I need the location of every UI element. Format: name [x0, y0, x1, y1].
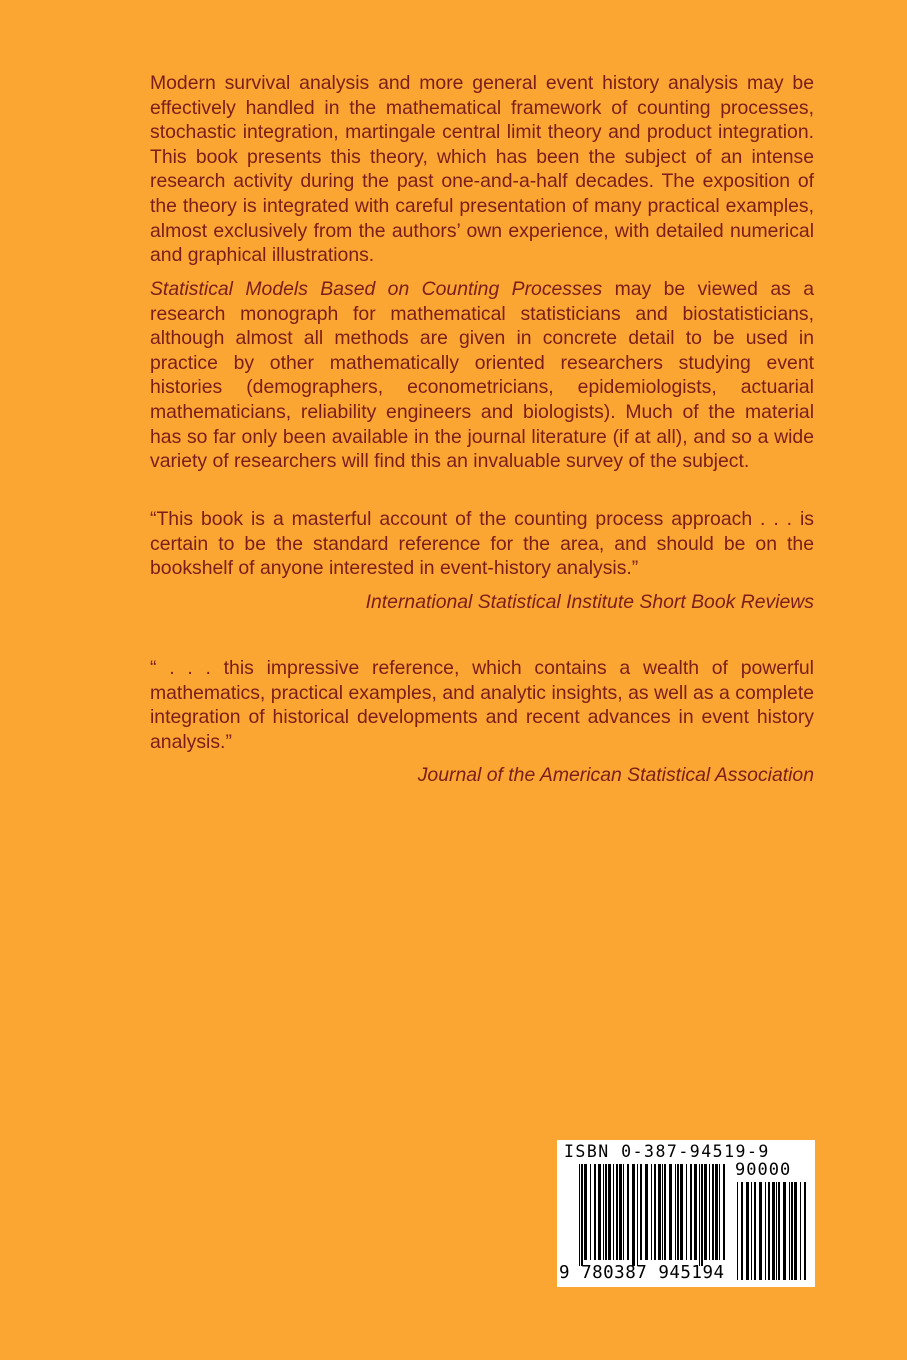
- barcode-bar: [723, 1164, 725, 1260]
- barcode-bar: [701, 1164, 703, 1266]
- review-quote-1: [150, 507, 814, 614]
- barcode-bar: [759, 1182, 762, 1280]
- ean-number: 9 780387 945194: [559, 1263, 725, 1283]
- barcode-bar: [581, 1164, 583, 1266]
- barcode-bar: [768, 1182, 770, 1280]
- isbn-label: ISBN 0-387-94519-9: [564, 1142, 770, 1161]
- barcode-bar: [632, 1164, 635, 1266]
- barcode-bar: [791, 1182, 793, 1280]
- barcode-bar: [751, 1182, 752, 1280]
- barcode-bar: [754, 1182, 756, 1280]
- barcode-bar: [664, 1164, 666, 1260]
- barcode-bar: [712, 1164, 714, 1260]
- review-source: International Statistical Institute Short Book Reviews: [365, 590, 814, 613]
- barcode-bar: [608, 1164, 611, 1260]
- review-source: Journal of the American Statistical Association: [417, 764, 814, 787]
- monograph-body: may be viewed as a research monograph for mathematical statisticians and biostatisticians, although almost all methods are given in concrete detail to be used in practice by other mathematically oriented researchers studying event histories (demographers, econometricians, epidemiologists, actuarial mathematicians, reliability engineers and biologists). Much of the material has so far only been available in the journal literature (if at all), and so a wide variety of researchers will find this an invaluable survey of the subject.: [150, 278, 814, 473]
- barcode-bar: [613, 1164, 614, 1260]
- barcode-bar: [669, 1164, 672, 1260]
- barcode-bar: [746, 1182, 749, 1280]
- barcode-bar: [686, 1164, 687, 1260]
- description-paragraph: [150, 71, 814, 268]
- barcode-bar: [594, 1164, 596, 1260]
- barcode-bar: [737, 1182, 738, 1280]
- barcode-bar: [590, 1164, 591, 1260]
- barcode-bar: [709, 1164, 710, 1260]
- book-title-italic: Statistical Models Based on Counting Processes: [150, 278, 603, 300]
- barcode-bar: [704, 1164, 707, 1260]
- barcode-bar: [623, 1164, 624, 1260]
- review-quote-2: [150, 656, 814, 788]
- barcode-bar: [680, 1164, 683, 1260]
- barcode-bar: [804, 1182, 806, 1280]
- isbn-barcode: [557, 1140, 815, 1287]
- price-code: 90000: [735, 1160, 792, 1180]
- description-text: Modern survival analysis and more general event history analysis may be effectively handled in the mathematical framework of counting processes, stochastic integration, martingale central limit theory and product integration. This book presents this theory, which has been the subject of an intense research activity during the past one-and-a-half decades. The exposition of the theory is integrated with careful presentation of many practical examples, almost exclusively from the authors’ own experience, with detailed numerical and graphical illustrations.: [150, 72, 814, 267]
- barcode-bar: [765, 1182, 766, 1280]
- barcode-bar: [690, 1164, 692, 1260]
- barcode-bar: [616, 1164, 618, 1260]
- barcode-bar: [783, 1182, 786, 1280]
- barcode-bar: [645, 1164, 648, 1260]
- barcode-bar: [694, 1164, 697, 1260]
- barcode-bar: [598, 1164, 601, 1260]
- barcode-bar: [651, 1164, 652, 1260]
- barcode-bar: [794, 1182, 797, 1280]
- barcode-bar: [789, 1182, 790, 1280]
- barcode-bar: [741, 1182, 743, 1280]
- barcode-bar: [605, 1164, 607, 1260]
- barcode-bar: [640, 1164, 642, 1260]
- barcode-bar: [637, 1164, 638, 1266]
- barcode-bar: [584, 1164, 587, 1260]
- barcode-bar: [715, 1164, 718, 1260]
- barcode-bar: [800, 1182, 801, 1280]
- barcode-bar: [603, 1164, 604, 1260]
- barcode-bar: [662, 1164, 663, 1260]
- review-quote-text: “ . . . this impressive reference, which contains a wealth of powerful mathematics, practical examples, and analytic insights, as well as a complete integration of historical developments and recent advances in event history analysis.”: [150, 657, 814, 753]
- review-quote-text: “This book is a masterful account of the counting process approach . . . is certain to be the standard reference for the area, and should be on the bookshelf of anyone interested in event-history analysis.”: [150, 508, 814, 580]
- barcode-bar: [619, 1164, 622, 1260]
- barcode-bar: [677, 1164, 679, 1260]
- monograph-text: [150, 277, 814, 474]
- barcode-bar: [772, 1182, 775, 1280]
- barcode-bar: [658, 1164, 661, 1260]
- barcode-bar: [778, 1182, 780, 1280]
- barcode-bar: [719, 1164, 720, 1260]
- barcode-bar: [776, 1182, 777, 1280]
- monograph-paragraph: [150, 277, 814, 474]
- barcode-bar: [654, 1164, 656, 1260]
- barcode-bar: [675, 1164, 676, 1260]
- barcode-bar: [699, 1164, 700, 1266]
- barcode-bar: [627, 1164, 629, 1260]
- barcode-bar: [579, 1164, 580, 1266]
